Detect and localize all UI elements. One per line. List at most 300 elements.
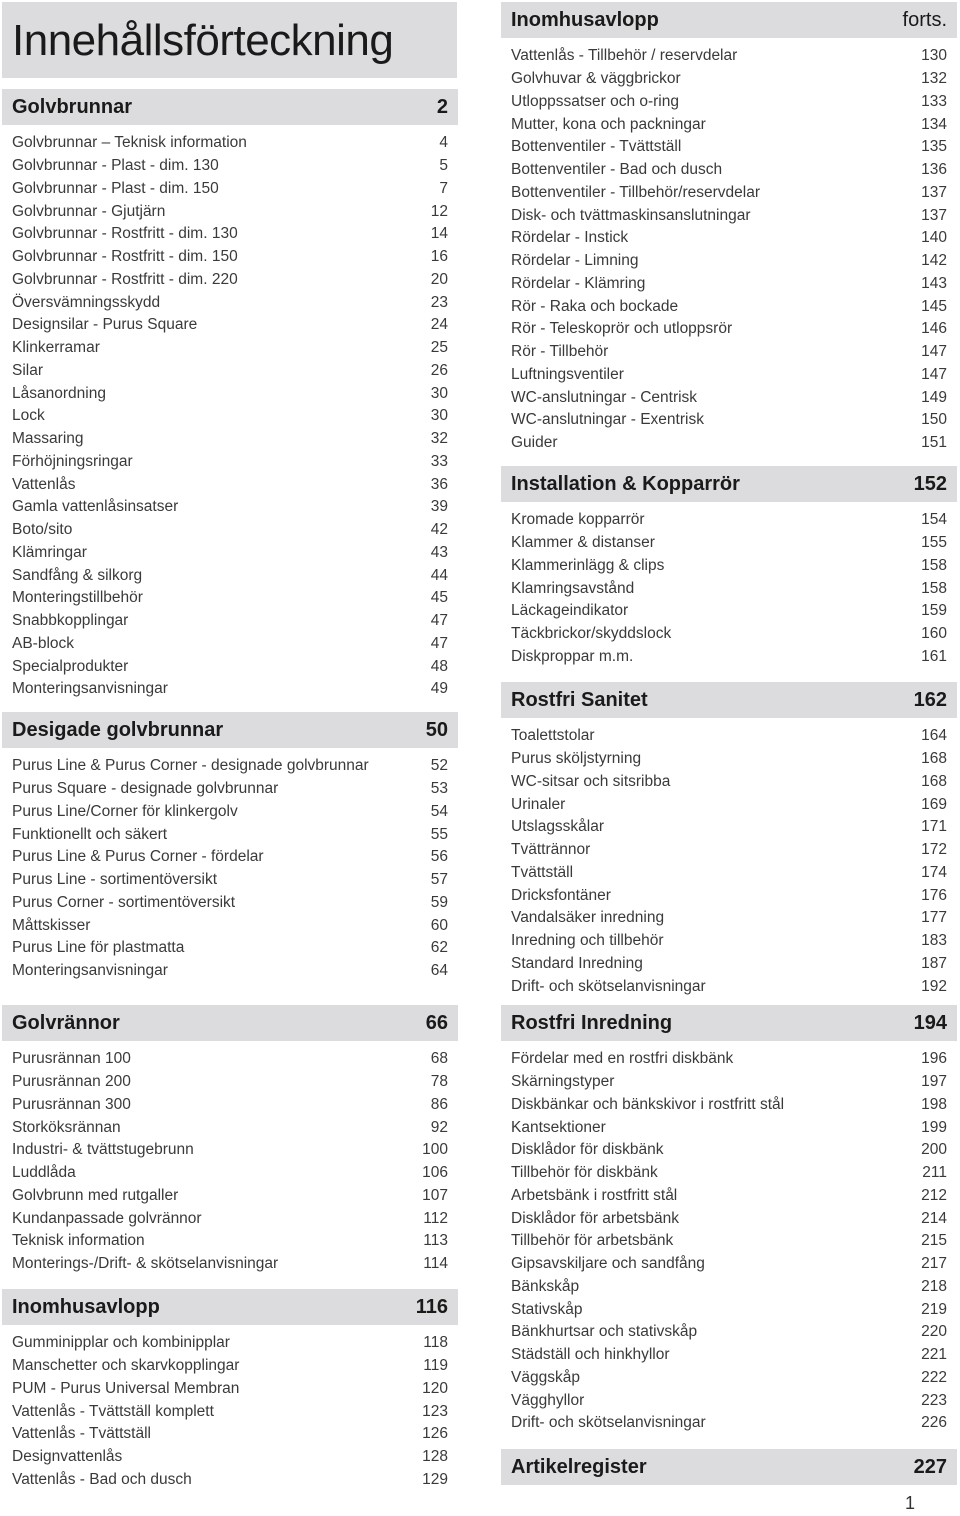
toc-entry[interactable]: [501, 839, 957, 862]
section-rostfri-sanitet: [501, 682, 957, 998]
toc-entry-label: Golvbrunnar - Rostfritt - dim. 150: [12, 248, 238, 266]
toc-entry-label: Bottenventiler - Tvättställ: [511, 138, 682, 156]
toc-entry[interactable]: [2, 473, 458, 496]
toc-entry[interactable]: [2, 678, 458, 701]
toc-entry[interactable]: [501, 1139, 957, 1162]
toc-entry-label: Teknisk information: [12, 1232, 145, 1250]
toc-entry-label: AB-block: [12, 634, 75, 652]
toc-entry-page: 146: [921, 320, 947, 338]
toc-entry-label: Golvbrunn med rutgaller: [12, 1186, 179, 1204]
toc-entry-label: Täckbrickor/skyddslock: [511, 625, 672, 643]
toc-entry-label: Purus Corner - sortimentöversikt: [12, 893, 236, 911]
section-artikelregister: [501, 1449, 957, 1485]
toc-entry-page: 200: [921, 1141, 947, 1159]
toc-entry[interactable]: [501, 1162, 957, 1185]
toc-entry-page: 107: [422, 1186, 448, 1204]
toc-entry-page: 220: [921, 1323, 947, 1341]
toc-entry-label: Golvbrunnar - Plast - dim. 150: [12, 179, 219, 197]
toc-entry[interactable]: [2, 1094, 458, 1117]
toc-entry-page: 48: [430, 657, 448, 675]
toc-entry-page: 154: [921, 511, 947, 529]
toc-entry-page: 92: [430, 1118, 448, 1136]
toc-entry-label: Vattenlås - Tillbehör / reservdelar: [511, 47, 738, 65]
toc-entry-label: Golvhuvar & väggbrickor: [511, 70, 681, 88]
toc-entry[interactable]: [501, 953, 957, 976]
section-inomhusavlopp: [501, 2, 957, 455]
toc-entry[interactable]: [2, 1116, 458, 1139]
section-heading[interactable]: [501, 682, 957, 718]
toc-entry[interactable]: [501, 386, 957, 409]
toc-entry-label: Kromade kopparrör: [511, 511, 645, 529]
toc-entry-page: 53: [430, 780, 448, 798]
toc-entry[interactable]: [501, 273, 957, 296]
toc-entry-label: Tvättställ: [511, 863, 574, 881]
section-heading[interactable]: [501, 466, 957, 502]
toc-entry-page: 52: [430, 757, 448, 775]
toc-entry[interactable]: [2, 382, 458, 405]
toc-entry-page: 222: [921, 1368, 947, 1386]
toc-entry[interactable]: [2, 1332, 458, 1355]
section-heading-page: 162: [913, 688, 947, 711]
toc-entry-label: Purus Line & Purus Corner - fördelar: [12, 848, 264, 866]
section-heading-page: 116: [415, 1295, 448, 1318]
toc-entry-page: 143: [921, 274, 947, 292]
toc-entry[interactable]: [501, 1412, 957, 1435]
toc-entry[interactable]: [501, 600, 957, 623]
toc-entry-page: 47: [430, 634, 448, 652]
toc-entry-label: Monterings-/Drift- & skötselanvisningar: [12, 1255, 279, 1273]
toc-entry-page: 174: [921, 863, 947, 881]
toc-entry-page: 14: [430, 225, 448, 243]
toc-entry-label: Funktionellt och säkert: [12, 825, 168, 843]
title-box: [2, 2, 457, 78]
section-installation-kopparror: [501, 466, 957, 668]
toc-entry[interactable]: [501, 1230, 957, 1253]
toc-entry[interactable]: [501, 555, 957, 578]
section-heading-label: Desigade golvbrunnar: [12, 718, 224, 741]
toc-entry-label: Vattenlås - Tvättställ komplett: [12, 1402, 214, 1420]
toc-entry[interactable]: [2, 519, 458, 542]
toc-entry-page: 12: [430, 202, 448, 220]
toc-entry[interactable]: [2, 610, 458, 633]
section-heading[interactable]: [501, 1005, 957, 1041]
toc-entry-page: 4: [439, 134, 448, 152]
toc-entry-label: Luddlåda: [12, 1164, 76, 1182]
section-heading-page: 194: [913, 1011, 947, 1034]
toc-entry[interactable]: [2, 360, 458, 383]
toc-entry[interactable]: [2, 801, 458, 824]
toc-entry[interactable]: [501, 409, 957, 432]
section-heading-page: 227: [913, 1455, 947, 1478]
toc-entry[interactable]: [2, 291, 458, 314]
toc-entry[interactable]: [501, 432, 957, 455]
toc-entry[interactable]: [501, 1367, 957, 1390]
toc-entry-page: 147: [921, 365, 947, 383]
toc-entry-label: Vattenlås: [12, 475, 76, 493]
page-number: 1: [904, 1493, 915, 1513]
toc-entry-label: Rör - Tillbehör: [511, 343, 609, 361]
toc-entry-label: Bänkhurtsar och stativskåp: [511, 1323, 698, 1341]
toc-entry-page: 32: [430, 430, 448, 448]
toc-entry-page: 149: [921, 388, 947, 406]
section-heading-label: Rostfri Sanitet: [511, 688, 648, 711]
toc-entry-label: Vägghyllor: [511, 1391, 585, 1409]
toc-entry[interactable]: [501, 1344, 957, 1367]
toc-entry[interactable]: [501, 1253, 957, 1276]
toc-entry-page: 54: [430, 802, 448, 820]
toc-entry-page: 114: [423, 1255, 448, 1273]
section-desigade-golvbrunnar: [2, 712, 458, 983]
toc-entry-page: 100: [422, 1141, 448, 1159]
toc-entry[interactable]: [2, 823, 458, 846]
toc-entry[interactable]: [501, 725, 957, 748]
toc-entry[interactable]: [501, 1298, 957, 1321]
toc-entry[interactable]: [501, 250, 957, 273]
toc-entry-label: Standard Inredning: [511, 954, 643, 972]
toc-entry[interactable]: [2, 1469, 458, 1492]
toc-entry-page: 47: [430, 612, 448, 630]
toc-entry-page: 160: [921, 625, 947, 643]
toc-entry-page: 155: [921, 534, 947, 552]
toc-entry[interactable]: [501, 771, 957, 794]
toc-entry[interactable]: [501, 623, 957, 646]
toc-entry[interactable]: [501, 227, 957, 250]
toc-entry-page: 187: [921, 954, 947, 972]
toc-entry-page: 119: [423, 1357, 448, 1375]
toc-entry-label: Rör - Raka och bockade: [511, 297, 679, 315]
toc-entry-label: Monteringstillbehör: [12, 589, 143, 607]
toc-entry[interactable]: [2, 914, 458, 937]
toc-entry[interactable]: [501, 975, 957, 998]
toc-entry[interactable]: [501, 159, 957, 182]
toc-entry-page: 172: [921, 841, 947, 859]
toc-entry[interactable]: [501, 1116, 957, 1139]
toc-entry-label: Purus Square - designade golvbrunnar: [12, 780, 279, 798]
toc-entry-label: Golvbrunnar – Teknisk information: [12, 134, 247, 152]
toc-entry-page: 168: [921, 772, 947, 790]
toc-entry[interactable]: [501, 341, 957, 364]
toc-entry-page: 199: [921, 1118, 947, 1136]
toc-entry[interactable]: [501, 532, 957, 555]
toc-entry[interactable]: [501, 1094, 957, 1117]
toc-entry-label: Purus Line & Purus Corner - designade golvbrunnar: [12, 757, 369, 775]
toc-entry-page: 62: [430, 939, 448, 957]
toc-entry[interactable]: [501, 646, 957, 669]
toc-entry[interactable]: [2, 223, 458, 246]
toc-entry[interactable]: [2, 1048, 458, 1071]
toc-entry-label: Arbetsbänk i rostfritt stål: [511, 1186, 678, 1204]
toc-entry[interactable]: [501, 318, 957, 341]
toc-entry-label: Dricksfontäner: [511, 886, 611, 904]
toc-entry-page: 158: [921, 579, 947, 597]
toc-entry-page: 140: [921, 229, 947, 247]
toc-entry-label: WC-anslutningar - Exentrisk: [511, 411, 704, 429]
toc-entry-label: Purus Line/Corner för klinkergolv: [12, 802, 238, 820]
toc-entry-label: Designvattenlås: [12, 1448, 123, 1466]
toc-entry[interactable]: [501, 204, 957, 227]
toc-entry-label: Inredning och tillbehör: [511, 932, 664, 950]
toc-entry-page: 223: [921, 1391, 947, 1409]
toc-entry-label: Utloppssatser och o-ring: [511, 92, 679, 110]
toc-entry-page: 123: [422, 1402, 448, 1420]
toc-entry-page: 30: [430, 384, 448, 402]
section-heading-label: Golvrännor: [12, 1011, 120, 1034]
section-heading[interactable]: [501, 1449, 957, 1485]
toc-entry-label: Klinkerramar: [12, 339, 100, 357]
toc-entry-page: 30: [430, 407, 448, 425]
toc-entry[interactable]: [2, 1185, 458, 1208]
toc-entry[interactable]: [2, 246, 458, 269]
page-title: Innehållsförteckning: [12, 16, 394, 65]
toc-entry[interactable]: [501, 748, 957, 771]
toc-entry-label: Drift- och skötselanvisningar: [511, 977, 706, 995]
toc-entry-label: Rördelar - Instick: [511, 229, 629, 247]
toc-entry-label: Lock: [12, 407, 45, 425]
toc-entry-page: 183: [921, 932, 947, 950]
toc-entry[interactable]: [2, 1423, 458, 1446]
toc-entry-label: Manschetter och skarvkopplingar: [12, 1357, 240, 1375]
toc-entry-label: Bottenventiler - Tillbehör/reservdelar: [511, 183, 760, 201]
toc-entry[interactable]: [2, 269, 458, 292]
toc-entry-label: Luftningsventiler: [511, 365, 624, 383]
toc-entry-label: Förhöjningsringar: [12, 452, 133, 470]
toc-entry-page: 147: [921, 343, 947, 361]
toc-entry-page: 135: [921, 138, 947, 156]
section-heading-page: forts.: [902, 8, 947, 31]
toc-entry[interactable]: [501, 907, 957, 930]
section-heading-page: 50: [425, 718, 448, 741]
section-heading-label: Artikelregister: [511, 1455, 647, 1478]
toc-entry-label: Specialprodukter: [12, 657, 129, 675]
toc-entry-page: 106: [422, 1164, 448, 1182]
toc-entry-page: 133: [921, 92, 947, 110]
toc-entry-page: 214: [921, 1209, 947, 1227]
toc-entry-label: Purusrännan 200: [12, 1073, 131, 1091]
toc-list: [2, 132, 458, 701]
toc-entry[interactable]: [2, 200, 458, 223]
toc-entry[interactable]: [2, 1378, 458, 1401]
section-heading-label: Rostfri Inredning: [511, 1011, 673, 1034]
toc-entry-page: 56: [430, 848, 448, 866]
toc-entry-label: Kantsektioner: [511, 1118, 606, 1136]
toc-entry-page: 113: [423, 1232, 448, 1250]
toc-entry-label: Gumminipplar och kombinipplar: [12, 1334, 230, 1352]
section-heading-page: 2: [436, 95, 448, 118]
toc-entry-page: 215: [921, 1232, 947, 1250]
section-heading[interactable]: [2, 1289, 458, 1325]
toc-entry-page: 168: [921, 750, 947, 768]
toc-entry[interactable]: [2, 1355, 458, 1378]
toc-entry-label: Tillbehör för arbetsbänk: [511, 1232, 674, 1250]
toc-entry-page: 55: [430, 825, 448, 843]
toc-entry[interactable]: [2, 1071, 458, 1094]
toc-entry-label: Måttskisser: [12, 916, 91, 934]
toc-entry-page: 137: [921, 206, 947, 224]
toc-entry[interactable]: [501, 1321, 957, 1344]
toc-entry-page: 129: [422, 1470, 448, 1488]
toc-entry-label: Fördelar med en rostfri diskbänk: [511, 1050, 734, 1068]
toc-entry[interactable]: [2, 1139, 458, 1162]
toc-entry[interactable]: [501, 930, 957, 953]
toc-entry-label: Gamla vattenlåsinsatser: [12, 498, 179, 516]
toc-entry-label: Klämringar: [12, 543, 87, 561]
section-heading-label: Installation & Kopparrör: [511, 472, 740, 495]
toc-entry[interactable]: [501, 884, 957, 907]
toc-entry[interactable]: [501, 1207, 957, 1230]
toc-entry-label: Klamringsavstånd: [511, 579, 635, 597]
toc-entry-label: Städställ och hinkhyllor: [511, 1346, 670, 1364]
toc-entry-page: 7: [439, 179, 448, 197]
section-inomhusavlopp: [2, 1289, 458, 1491]
toc-entry[interactable]: [501, 577, 957, 600]
toc-entry[interactable]: [501, 91, 957, 114]
toc-entry-label: PUM - Purus Universal Membran: [12, 1379, 240, 1397]
section-heading[interactable]: [2, 89, 458, 125]
toc-entry[interactable]: [2, 564, 458, 587]
toc-entry-label: Disklådor för arbetsbänk: [511, 1209, 679, 1227]
toc-entry[interactable]: [2, 1162, 458, 1185]
section-heading[interactable]: [2, 1005, 458, 1041]
toc-entry-page: 126: [422, 1425, 448, 1443]
toc-entry-label: WC-anslutningar - Centrisk: [511, 388, 698, 406]
toc-entry-page: 159: [921, 602, 947, 620]
toc-entry[interactable]: [501, 1071, 957, 1094]
toc-entry-label: Purus Line - sortimentöversikt: [12, 871, 218, 889]
toc-entry[interactable]: [501, 816, 957, 839]
toc-entry-label: Disklådor för diskbänk: [511, 1141, 664, 1159]
toc-entry[interactable]: [2, 155, 458, 178]
toc-entry-page: 5: [439, 157, 448, 175]
toc-entry[interactable]: [501, 295, 957, 318]
toc-entry[interactable]: [501, 113, 957, 136]
toc-entry[interactable]: [501, 45, 957, 68]
toc-entry-label: Monteringsanvisningar: [12, 680, 168, 698]
toc-entry-page: 136: [921, 161, 947, 179]
toc-entry-label: Kundanpassade golvrännor: [12, 1209, 202, 1227]
toc-list: [2, 1048, 458, 1276]
toc-entry-page: 169: [921, 795, 947, 813]
toc-entry-page: 132: [921, 70, 947, 88]
toc-entry-page: 16: [430, 248, 448, 266]
toc-entry-page: 57: [430, 871, 448, 889]
toc-entry-label: Gipsavskiljare och sandfång: [511, 1255, 705, 1273]
toc-entry-label: Guider: [511, 434, 558, 452]
toc-list: [501, 45, 957, 455]
toc-entry-label: Läckageindikator: [511, 602, 629, 620]
toc-entry[interactable]: [501, 1276, 957, 1299]
toc-entry-page: 49: [430, 680, 448, 698]
toc-entry[interactable]: [2, 655, 458, 678]
toc-entry-page: 217: [921, 1255, 947, 1273]
toc-entry-label: Purusrännan 100: [12, 1050, 131, 1068]
toc-entry-label: Designsilar - Purus Square: [12, 316, 198, 334]
toc-entry[interactable]: [501, 793, 957, 816]
toc-entry[interactable]: [2, 778, 458, 801]
toc-entry[interactable]: [501, 1389, 957, 1412]
section-heading-label: Inomhusavlopp: [12, 1295, 160, 1318]
toc-entry-label: Översvämningsskydd: [12, 293, 161, 311]
toc-entry-label: Purus sköljstyrning: [511, 750, 642, 768]
toc-entry[interactable]: [2, 496, 458, 519]
toc-entry[interactable]: [2, 1207, 458, 1230]
toc-entry-page: 68: [430, 1050, 448, 1068]
toc-entry-page: 150: [921, 411, 947, 429]
toc-entry[interactable]: [2, 960, 458, 983]
toc-entry-label: Boto/sito: [12, 521, 73, 539]
toc-entry[interactable]: [2, 132, 458, 155]
toc-entry[interactable]: [2, 1253, 458, 1276]
toc-list: [2, 1332, 458, 1491]
toc-entry[interactable]: [2, 405, 458, 428]
toc-entry[interactable]: [2, 1446, 458, 1469]
toc-entry[interactable]: [501, 1185, 957, 1208]
toc-entry[interactable]: [2, 587, 458, 610]
toc-entry-page: 177: [921, 909, 947, 927]
toc-entry[interactable]: [2, 314, 458, 337]
toc-entry[interactable]: [2, 892, 458, 915]
section-heading[interactable]: [2, 712, 458, 748]
section-rostfri-inredning: [501, 1005, 957, 1435]
toc-entry-label: Bottenventiler - Bad och dusch: [511, 161, 723, 179]
toc-entry[interactable]: [2, 869, 458, 892]
toc-entry[interactable]: [501, 136, 957, 159]
toc-entry-page: 36: [430, 475, 448, 493]
toc-entry[interactable]: [501, 364, 957, 387]
toc-entry[interactable]: [2, 428, 458, 451]
toc-entry-page: 43: [430, 543, 448, 561]
section-golvbrunnar: [2, 89, 458, 701]
section-heading[interactable]: [501, 2, 957, 38]
toc-entry-page: 39: [430, 498, 448, 516]
toc-entry-page: 130: [921, 47, 947, 65]
toc-entry[interactable]: [2, 451, 458, 474]
toc-entry[interactable]: [2, 633, 458, 656]
toc-entry-label: Golvbrunnar - Rostfritt - dim. 130: [12, 225, 238, 243]
toc-entry[interactable]: [501, 68, 957, 91]
toc-entry-page: 112: [423, 1209, 448, 1227]
toc-entry[interactable]: [501, 862, 957, 885]
section-heading-page: 152: [913, 472, 947, 495]
toc-entry[interactable]: [2, 755, 458, 778]
toc-entry-page: 134: [921, 115, 947, 133]
toc-entry-page: 211: [922, 1164, 947, 1182]
toc-entry[interactable]: [2, 937, 458, 960]
toc-entry-label: Golvbrunnar - Rostfritt - dim. 220: [12, 270, 238, 288]
toc-entry-page: 118: [423, 1334, 448, 1352]
toc-entry[interactable]: [501, 509, 957, 532]
toc-entry-page: 226: [921, 1414, 947, 1432]
toc-entry-label: Sandfång & silkorg: [12, 566, 143, 584]
toc-entry[interactable]: [501, 1048, 957, 1071]
section-heading-page: 66: [425, 1011, 448, 1034]
toc-entry-label: Toalettstolar: [511, 727, 595, 745]
toc-entry[interactable]: [2, 846, 458, 869]
toc-entry-page: 176: [921, 886, 947, 904]
toc-entry-page: 142: [921, 252, 947, 270]
section-heading-label: Inomhusavlopp: [511, 8, 659, 31]
toc-entry-label: Monteringsanvisningar: [12, 962, 168, 980]
toc-entry-page: 23: [430, 293, 448, 311]
toc-entry[interactable]: [2, 337, 458, 360]
toc-entry[interactable]: [2, 542, 458, 565]
toc-entry[interactable]: [2, 178, 458, 201]
toc-entry-page: 161: [921, 647, 947, 665]
toc-entry[interactable]: [2, 1400, 458, 1423]
toc-entry[interactable]: [501, 182, 957, 205]
toc-entry-page: 86: [430, 1095, 448, 1113]
toc-entry-label: Diskproppar m.m.: [511, 647, 634, 665]
toc-entry[interactable]: [2, 1230, 458, 1253]
